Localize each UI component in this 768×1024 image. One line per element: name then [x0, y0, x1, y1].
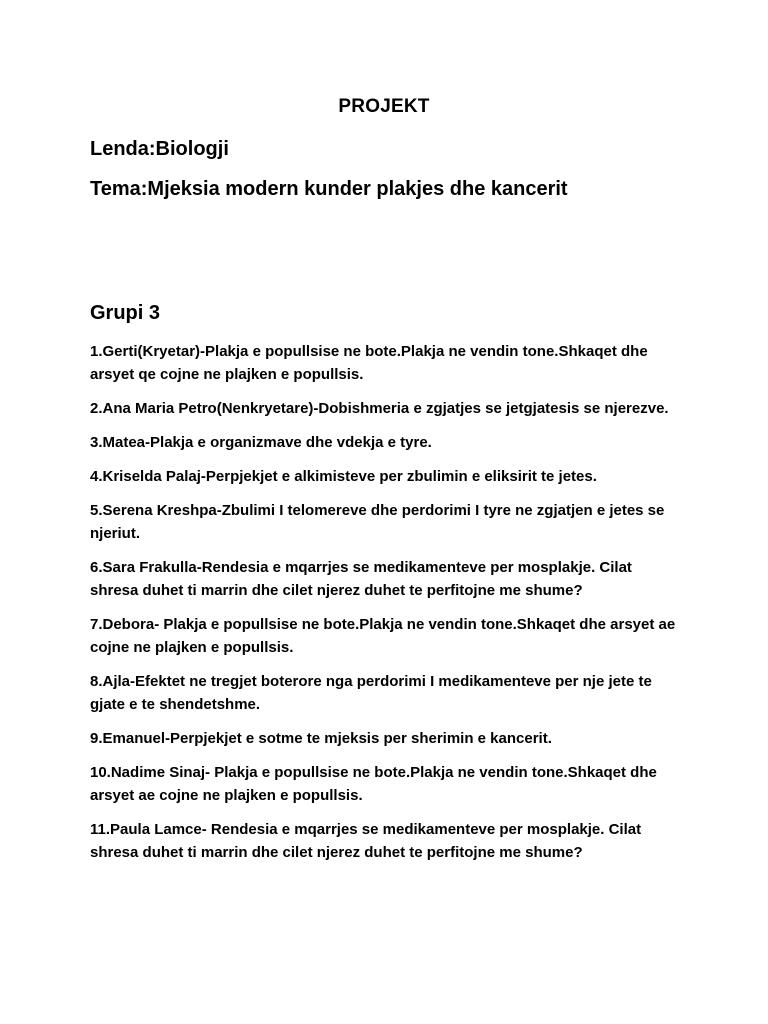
assignment-item-2: 2.Ana Maria Petro(Nenkryetare)-Dobishmeria e zgjatjes se jetgjatesis se njerezve.	[90, 400, 669, 417]
assignment-item-11: 11.Paula Lamce- Rendesia e mqarrjes se medikamenteve per mosplakje. Cilat shresa duhet ti marrin dhe cilet njerez duhet te perfitojne me shume?	[90, 821, 642, 861]
assignment-item-8: 8.Ajla-Efektet ne tregjet boterore nga perdorimi I medikamenteve per nje jete te gjate e te shendetshme.	[90, 673, 652, 713]
assignment-item-4: 4.Kriselda Palaj-Perpjekjet e alkimisteve per zbulimin e eliksirit te jetes.	[90, 468, 597, 485]
group-heading: Grupi 3	[90, 302, 161, 324]
assignment-item-7: 7.Debora- Plakja e popullsise ne bote.Plakja ne vendin tone.Shkaqet dhe arsyet ae cojne ne plajken e popullsis.	[90, 616, 676, 656]
assignment-item-3: 3.Matea-Plakja e organizmave dhe vdekja e tyre.	[90, 434, 432, 451]
assignment-item-6: 6.Sara Frakulla-Rendesia e mqarrjes se medikamenteve per mosplakje. Cilat shresa duhet ti marrin dhe cilet njerez duhet te perfitojne me shume?	[90, 559, 632, 599]
topic-heading: Tema:Mjeksia modern kunder plakjes dhe kancerit	[90, 178, 568, 200]
assignment-item-5: 5.Serena Kreshpa-Zbulimi I telomereve dhe perdorimi I tyre ne zgjatjen e jetes se njeriut.	[90, 502, 665, 542]
assignment-item-9: 9.Emanuel-Perpjekjet e sotme te mjeksis per sherimin e kancerit.	[90, 730, 552, 747]
subject-heading: Lenda:Biologji	[90, 138, 229, 160]
document-title: PROJEKT	[338, 96, 430, 117]
assignment-item-1: 1.Gerti(Kryetar)-Plakja e popullsise ne bote.Plakja ne vendin tone.Shkaqet dhe arsyet qe cojne ne plajken e popullsis.	[90, 343, 648, 383]
assignment-item-10: 10.Nadime Sinaj- Plakja e popullsise ne bote.Plakja ne vendin tone.Shkaqet dhe arsyet ae cojne ne plajken e popullsis.	[90, 764, 657, 804]
assignment-list	[90, 340, 680, 875]
